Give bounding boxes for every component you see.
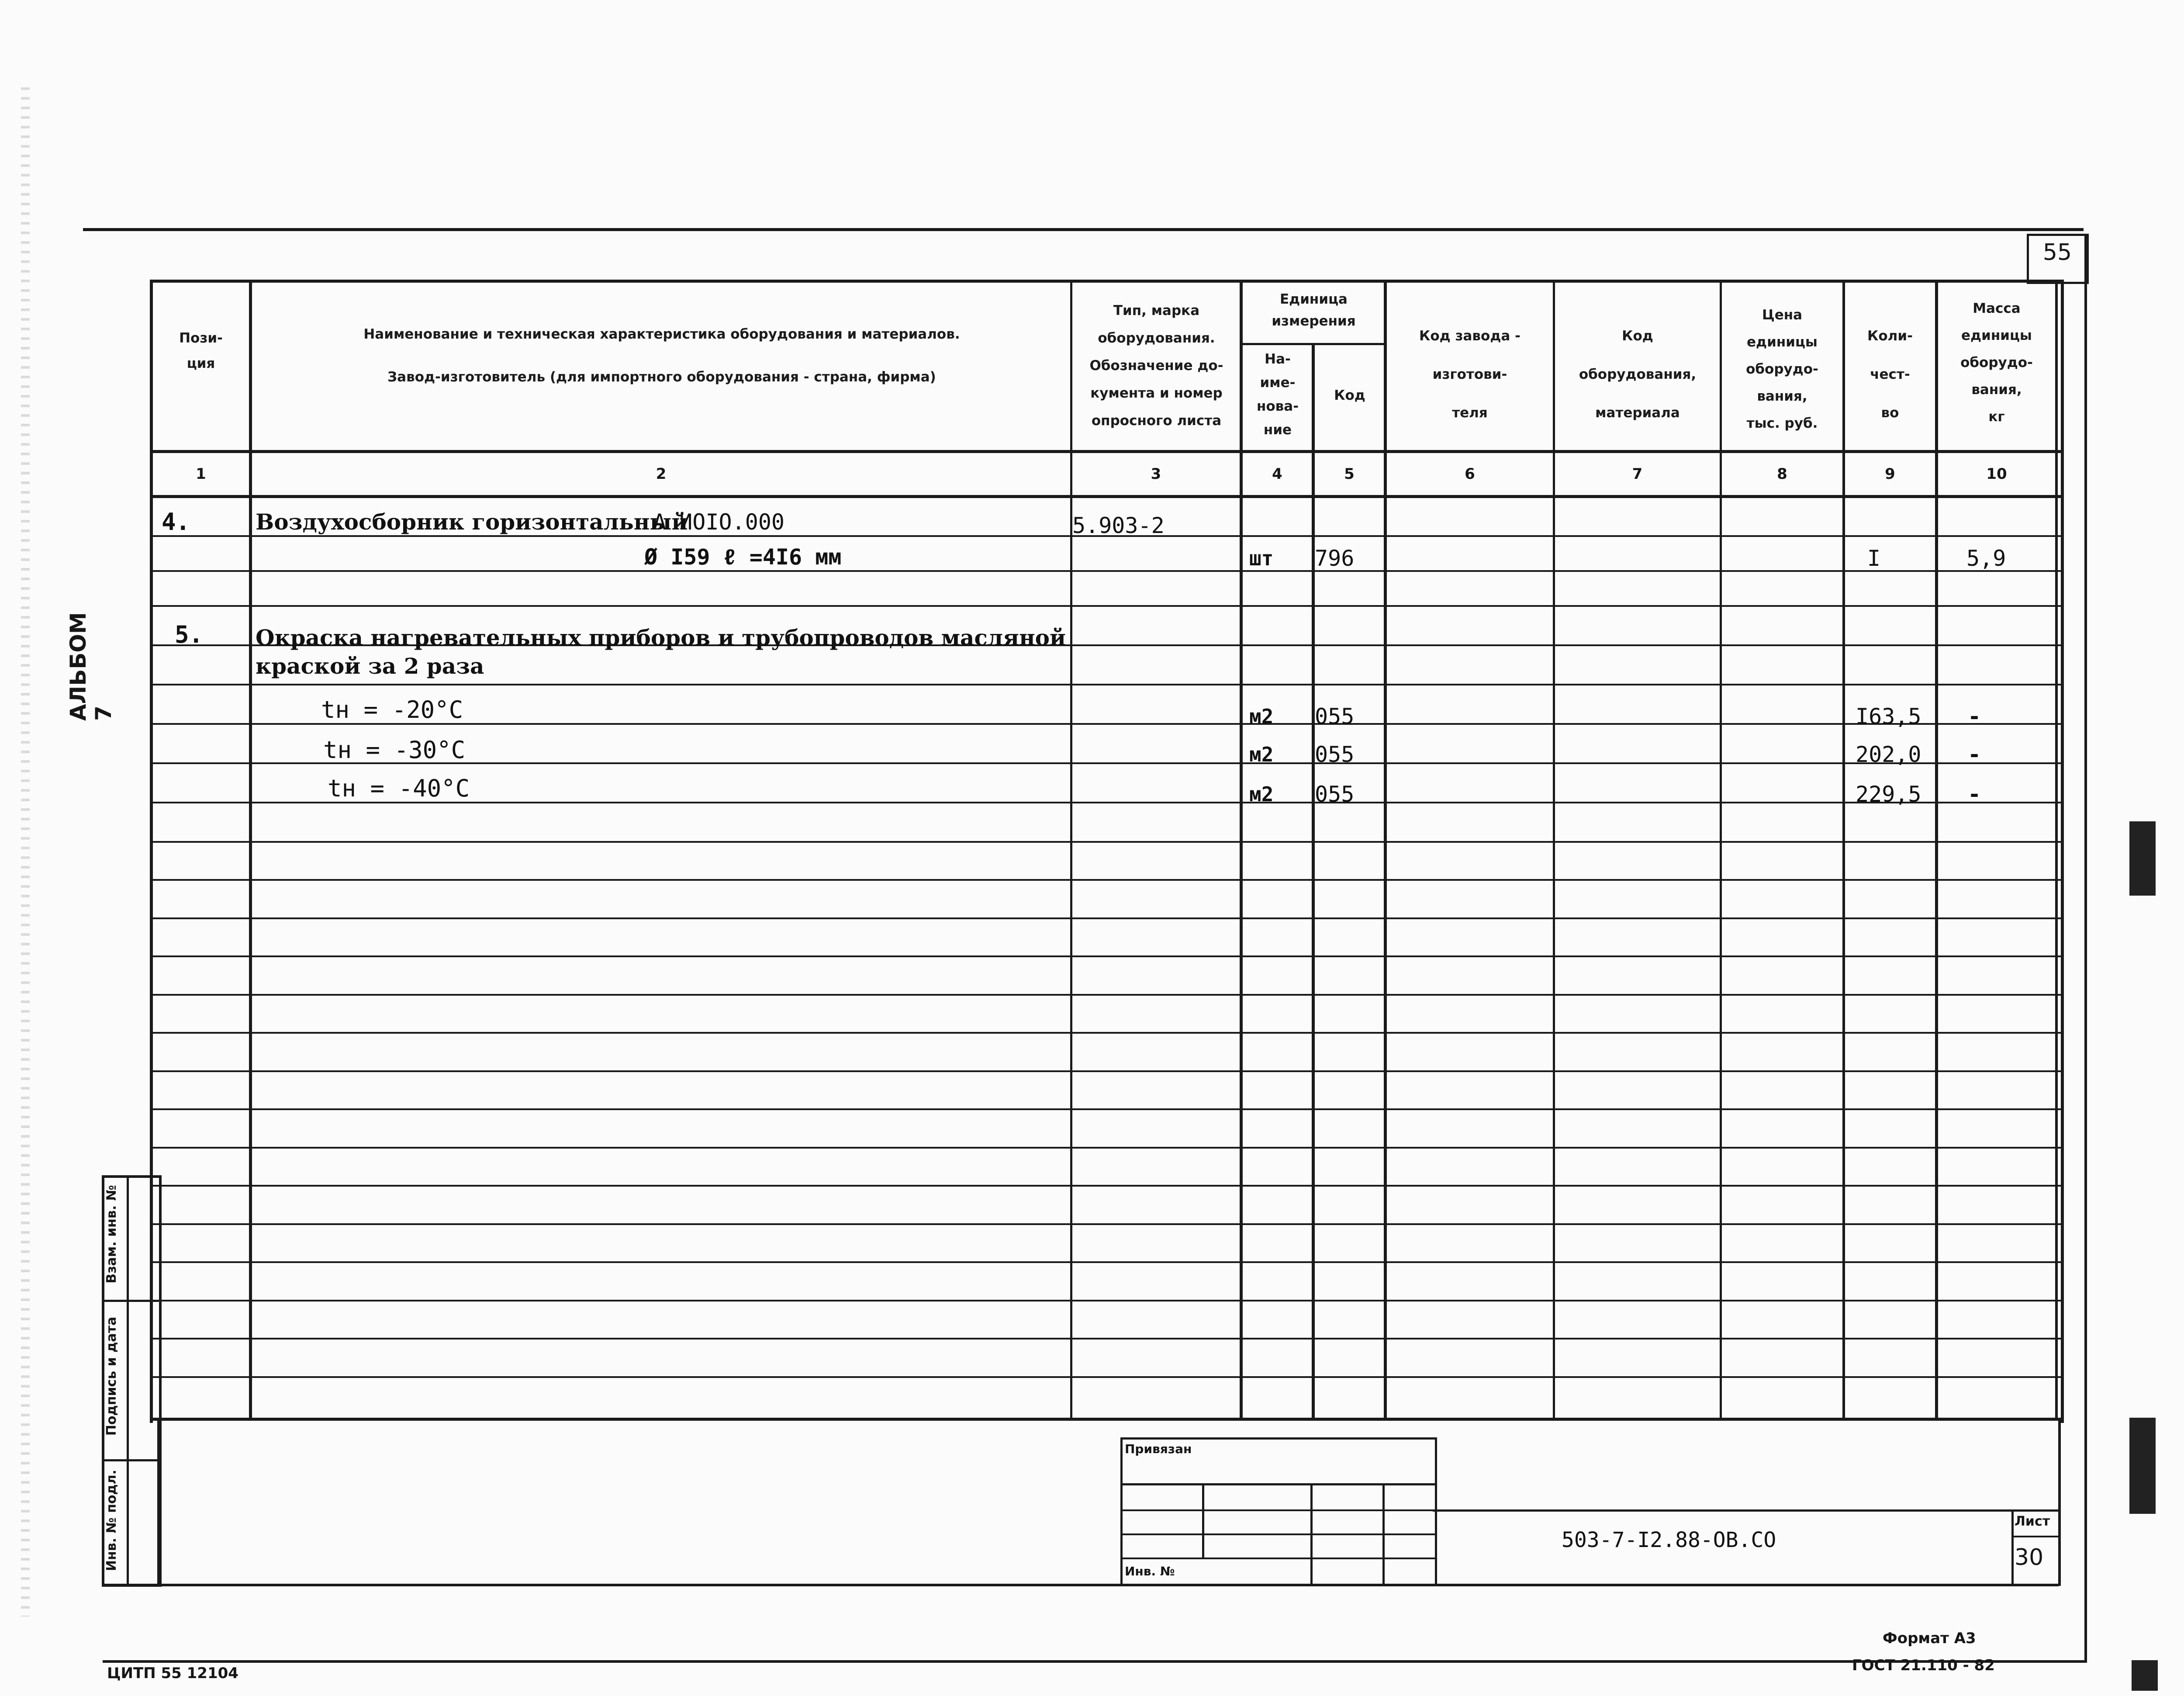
header-bottom-line — [150, 450, 2061, 453]
footer-format: Формат А3 — [1883, 1630, 1976, 1647]
header-name-line1: Наименование и техническая характеристика оборудования и материалов. — [363, 326, 960, 342]
header-factory-code: Код завода - изготови- теля — [1419, 328, 1521, 421]
header-unit-code: Код — [1334, 388, 1365, 403]
table-row-line — [150, 605, 2061, 607]
col-line-6 — [1553, 280, 1555, 1420]
side-label-podpis: Подпись и дата — [104, 1316, 119, 1436]
table-row-line — [150, 1185, 2061, 1187]
row1-pos: 4. — [162, 508, 190, 536]
row7-qty: 229,5 — [1856, 782, 1921, 807]
row3-pos: 5. — [175, 621, 204, 648]
row5-name: tн = -20°C — [321, 696, 463, 723]
col-line-3 — [1240, 280, 1243, 1420]
top-sheet-number: 55 — [2042, 239, 2072, 266]
privyazan-col-3 — [1382, 1483, 1385, 1586]
header-equipment-code: Код оборудования, материала — [1579, 328, 1697, 421]
col-line-9 — [1935, 280, 1938, 1420]
doc-code-top-line — [1433, 1509, 2060, 1512]
colnum-9: 9 — [1885, 465, 1895, 483]
footer-left-code: ЦИТП 55 12104 — [107, 1665, 238, 1682]
table-row-line — [150, 955, 2061, 957]
table-row-line — [150, 1070, 2061, 1072]
table-row-line — [150, 879, 2061, 881]
document-code: 503-7-I2.88-ОВ.СО — [1562, 1528, 1776, 1552]
table-row-line — [150, 1261, 2061, 1263]
header-unit-group: Единица измерения — [1272, 291, 1356, 329]
row1-name-extra: А ИОIO.000 — [653, 509, 785, 535]
row5-mass: - — [1968, 704, 1981, 729]
privyazan-label: Привязан — [1125, 1442, 1192, 1456]
table-row-line — [150, 1032, 2061, 1034]
col-line-4 — [1312, 345, 1315, 1420]
row7-code: 055 — [1315, 782, 1355, 807]
row6-code: 055 — [1315, 742, 1355, 767]
row2-mass: 5,9 — [1966, 546, 2006, 571]
table-row-line — [150, 570, 2061, 572]
table-row-line — [150, 994, 2061, 996]
table-row-line — [150, 917, 2061, 919]
header-price: Цена единицы оборудо- вания, тыс. руб. — [1746, 307, 1818, 431]
col-line-2 — [1070, 280, 1072, 1420]
row2-qty: I — [1867, 546, 1881, 571]
col-line-8 — [1842, 280, 1845, 1420]
header-unit-name: На- име- нова- ние — [1256, 351, 1299, 438]
side-stamp-divider — [127, 1175, 129, 1586]
privyazan-block — [1120, 1437, 1437, 1586]
header-type: Тип, марка оборудования. Обозначение до- кумента и номер опросного листа — [1089, 303, 1223, 429]
sheet-value: 30 — [2015, 1544, 2044, 1571]
inv-no-label: Инв. № — [1125, 1564, 1175, 1578]
col-line-1 — [249, 280, 252, 1420]
colnum-5: 5 — [1344, 465, 1355, 483]
colnum-2: 2 — [656, 465, 667, 483]
col-line-5 — [1384, 280, 1387, 1420]
row6-unit: м2 — [1249, 743, 1274, 766]
header-position: Пози- ция — [179, 330, 223, 371]
col-line-10 — [2055, 280, 2058, 1420]
colnum-8: 8 — [1777, 465, 1787, 483]
row3-name: Окраска нагревательных приборов и трубопроводов масляной — [256, 625, 1066, 651]
frame-bottom-line — [103, 1660, 2087, 1663]
table-row-line — [150, 841, 2061, 843]
header-quantity: Коли- чест- во — [1867, 328, 1913, 421]
row5-code: 055 — [1315, 704, 1355, 729]
table-row-line — [150, 1300, 2061, 1301]
row7-mass: - — [1968, 782, 1981, 807]
scan-mark-3 — [2132, 1660, 2158, 1691]
stamp-bottom-line — [102, 1584, 2059, 1586]
colnum-1: 1 — [196, 465, 206, 483]
table-row-line — [150, 684, 2061, 685]
table-row-line — [150, 1147, 2061, 1149]
unit-header-split — [1240, 343, 1386, 345]
privyazan-line-3 — [1120, 1533, 1435, 1535]
scan-mark-1 — [2129, 821, 2156, 896]
row6-name: tн = -30°C — [323, 736, 466, 764]
frame-right-line — [2084, 234, 2087, 1662]
sheet-label-split — [2011, 1536, 2060, 1537]
side-label-vzam: Взам. инв. № — [104, 1185, 119, 1284]
header-name-line2: Завод-изготовитель (для импортного оборудования - страна, фирма) — [387, 369, 936, 385]
row7-unit: м2 — [1249, 782, 1274, 806]
row7-name: tн = -40°C — [328, 775, 470, 802]
privyazan-col-1 — [1202, 1483, 1204, 1558]
row1-name: Воздухосборник горизонтальный — [256, 509, 688, 535]
row6-mass: - — [1968, 742, 1981, 767]
scan-mark-left — [21, 87, 30, 1616]
colnum-3: 3 — [1151, 465, 1161, 483]
row2-unit: шт — [1249, 547, 1274, 570]
colnum-10: 10 — [1986, 465, 2007, 483]
table-row-line — [150, 1338, 2061, 1339]
row4-name: краской за 2 раза — [256, 653, 484, 679]
frame-top-line — [83, 228, 2084, 231]
table-row-line — [150, 1223, 2061, 1225]
footer-gost: ГОСТ 21.110 - 82 — [1852, 1657, 1995, 1674]
row1-type: 5.903-2 — [1072, 513, 1165, 538]
colnum-bottom-line — [150, 495, 2061, 498]
row6-qty: 202,0 — [1856, 742, 1921, 767]
stamp-left-line — [157, 1418, 160, 1586]
colnum-6: 6 — [1465, 465, 1475, 483]
privyazan-col-2 — [1310, 1483, 1313, 1586]
sheet-label: Лист — [2015, 1514, 2050, 1529]
album-label: АЛЬБОМ 7 — [66, 612, 116, 721]
scan-mark-2 — [2129, 1418, 2156, 1514]
col-line-7 — [1720, 280, 1722, 1420]
row2-code: 796 — [1315, 546, 1355, 571]
table-row-line — [150, 1376, 2061, 1378]
header-mass: Масса единицы оборудо- вания, кг — [1960, 301, 2033, 425]
table-row-line — [150, 1108, 2061, 1110]
row2-name: Ø I59 ℓ =4I6 мм — [644, 544, 842, 570]
privyazan-line-2 — [1120, 1509, 1435, 1511]
table-bottom-line — [150, 1418, 2061, 1421]
privyazan-line-1 — [1120, 1483, 1435, 1485]
row5-unit: м2 — [1249, 705, 1274, 728]
row5-qty: I63,5 — [1856, 704, 1921, 729]
privyazan-line-4 — [1120, 1558, 1435, 1559]
colnum-4: 4 — [1272, 465, 1282, 483]
side-label-inv-podl: Инв. № подл. — [104, 1469, 119, 1571]
colnum-7: 7 — [1632, 465, 1643, 483]
